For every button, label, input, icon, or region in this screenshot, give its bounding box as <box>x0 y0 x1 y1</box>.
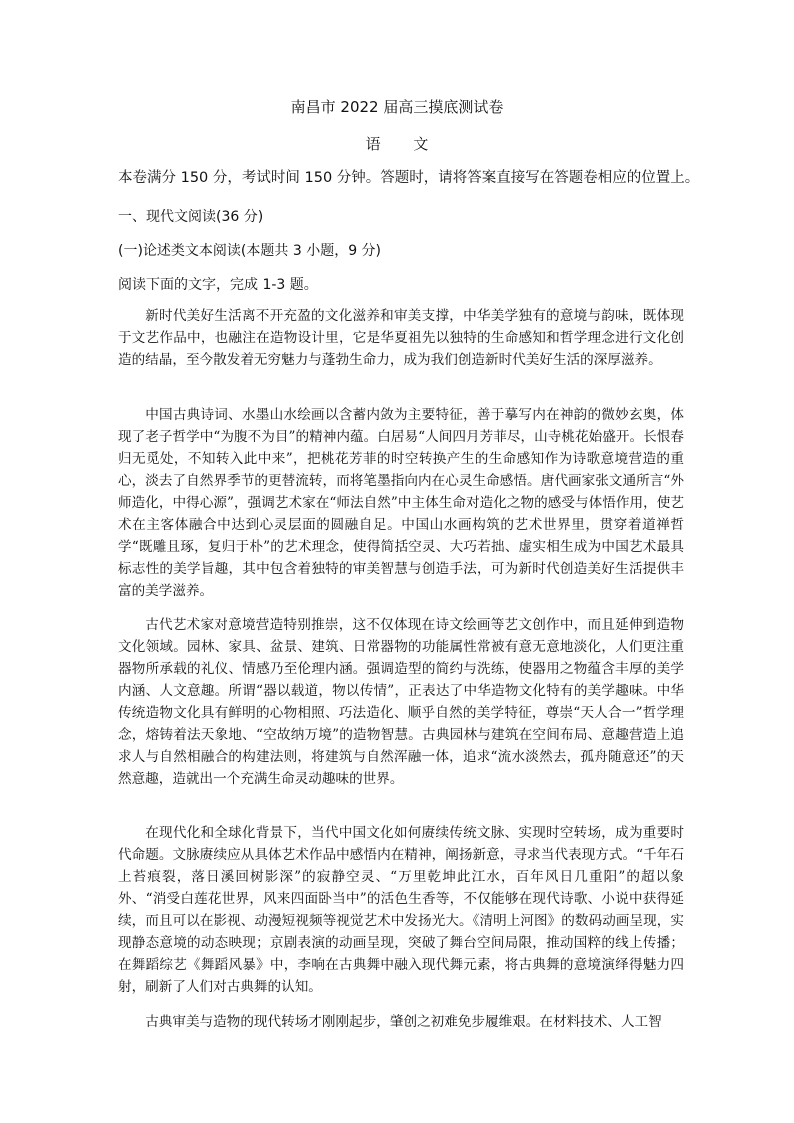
subject-title: 语 文 <box>365 135 443 153</box>
paragraph-text: 中国古典诗词、水墨山水绘画以含蓄内敛为主要特征，善于摹写内在神韵的微妙玄奥，体现了老子哲学中“为腹不为目”的精神内蕴。白居易“人间四月芳菲尽，山寺桃花始盛开。长恨春归无觅处，不知转入此中来”，把桃花芳菲的时空转换产生的生命感知作为诗歌意境营造的重心，淡去了自然界季节的更替流转，而将笔墨指向内在心灵生命感悟。唐代画家张文通所言“外师造化，中得心源”，强调艺术家在“师法自然”中主体生命对造化之物的感受与体悟作用，使艺术在主客体融合中达到心灵层面的圆融自足。中国山水画构筑的艺术世界里，贯穿着道禅哲学“既雕且琢，复归于朴”的艺术理念，使得简括空灵、大巧若拙、虚实相生成为中国艺术最具标志性的美学旨趣，其中包含着独特的审美智慧与创造手法，可为新时代创造美好生活提供丰富的美学滋养。 <box>118 407 684 599</box>
paragraph-text: 在现代化和全球化背景下，当代中国文化如何赓续传统文脉、实现时空转场，成为重要时代命题。文脉赓续应从具体艺术作品中感悟内在精神，阐扬新意，寻求当代表现方式。“千年石上苔痕裂，落日溪回树影深”的寂静空灵、“万里乾坤此江水，百年风日几重阳”的超以象外、“消受白莲花世界，风来四面卧当中”的活色生香等，不仅能够在现代诗歌、小说中获得延续，而且可以在影视、动漫短视频等视觉艺术中发扬光大。《清明上河图》的数码动画呈现，实现静态意境的动态映现；京剧表演的动画呈现，突破了舞台空间局限，推动国粹的线上传播；在舞蹈综艺《舞蹈风暴》中，李响在古典舞中融入现代舞元素，将古典舞的意境演绎得魅力四射，刷新了人们对古典舞的认知。 <box>118 825 684 995</box>
reading-prompt: 阅读下面的文字，完成 1-3 题。 <box>118 277 318 293</box>
passage-paragraph-1 <box>118 305 684 371</box>
exam-title: 南昌市 2022 届高三摸底测试卷 <box>290 98 504 116</box>
passage-paragraph-4 <box>118 822 684 998</box>
passage-paragraph-3 <box>118 614 684 790</box>
paragraph-text: 古代艺术家对意境营造特别推崇，这不仅体现在诗文绘画等艺文创作中，而且延伸到造物文化领域。园林、家具、盆景、建筑、日常器物的功能属性常被有意无意地淡化，人们更注重器物所承载的礼仪、情感乃至伦理内涵。强调造型的简约与洗练，使器用之物蕴含丰厚的美学内涵、人文意趣。所谓“器以载道，物以传情”，正表达了中华造物文化特有的美学趣味。中华传统造物文化具有鲜明的心物相照、巧法造化、顺乎自然的美学特征，尊崇“天人合一”哲学理念，熔铸着法天象地、“空故纳万境”的造物智慧。古典园林与建筑在空间布局、意趣营造上追求人与自然相融合的构建法则，将建筑与自然浑融一体，追求“流水淡然去，孤舟随意还”的天然意趣，造就出一个充满生命灵动趣味的世界。 <box>118 617 684 787</box>
paragraph-text: 新时代美好生活离不开充盈的文化滋养和审美支撑，中华美学独有的意境与韵味，既体现于文艺作品中，也融注在造物设计里，它是华夏祖先以独特的生命感知和哲学理念进行文化创造的结晶，至今散发着无穷魅力与蓬勃生命力，成为我们创造新时代美好生活的深厚滋养。 <box>118 308 684 368</box>
passage-paragraph-2 <box>118 404 684 602</box>
subsection-heading: (一)论述类文本阅读(本题共 3 小题，9 分) <box>118 243 382 259</box>
passage-paragraph-5 <box>118 1011 684 1033</box>
paragraph-text: 古典审美与造物的现代转场才刚刚起步，肇创之初难免步履维艰。在材料技术、人工智 <box>145 1014 662 1030</box>
section-heading: 一、现代文阅读(36 分) <box>118 209 264 225</box>
exam-instructions: 本卷满分 150 分，考试时间 150 分钟。答题时，请将答案直接写在答题卷相应的位置上。 <box>118 170 700 186</box>
